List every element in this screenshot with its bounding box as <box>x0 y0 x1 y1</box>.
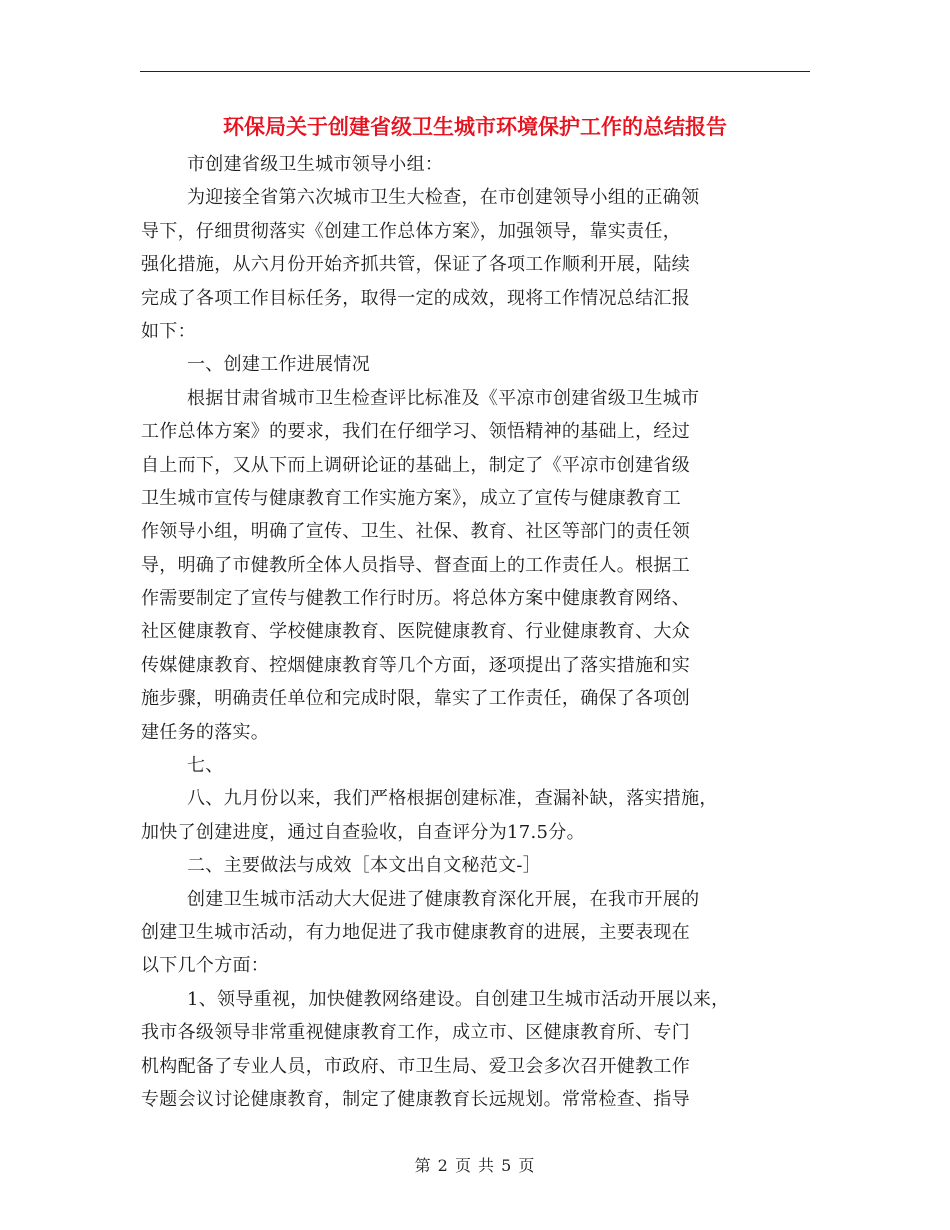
header-rule <box>140 71 810 72</box>
body-line: 专题会议讨论健康教育，制定了健康教育长远规划。常常检查、指导 <box>141 1088 690 1110</box>
body-line: 根据甘肃省城市卫生检查评比标准及《平凉市创建省级卫生城市 <box>187 387 700 409</box>
document-body <box>141 148 811 1116</box>
body-line: 一、创建工作进展情况 <box>187 354 370 376</box>
body-line: 卫生城市宣传与健康教育工作实施方案》，成立了宣传与健康教育工 <box>141 487 681 509</box>
body-line: 为迎接全省第六次城市卫生大检查，在市创建领导小组的正确领 <box>187 187 700 209</box>
body-line: 我市各级领导非常重视健康教育工作，成立市、区健康教育所、专门 <box>141 1022 690 1044</box>
body-line: 传媒健康教育、控烟健康教育等几个方面，逐项提出了落实措施和实 <box>141 654 690 676</box>
document-title: 环保局关于创建省级卫生城市环境保护工作的总结报告 <box>223 115 727 139</box>
body-line: 七、 <box>187 755 224 777</box>
body-line: 作领导小组，明确了宣传、卫生、社保、教育、社区等部门的责任领 <box>141 521 690 543</box>
body-line: 工作总体方案》的要求，我们在仔细学习、领悟精神的基础上，经过 <box>141 421 690 443</box>
body-line: 八、九月份以来，我们严格根据创建标准，查漏补缺，落实措施， <box>187 788 718 810</box>
body-line: 二、主要做法与成效［本文出自文秘范文-］ <box>187 855 542 877</box>
body-line: 强化措施，从六月份开始齐抓共管，保证了各项工作顺利开展，陆续 <box>141 254 690 276</box>
body-line: 建任务的落实。 <box>141 721 270 743</box>
body-line: 施步骤，明确责任单位和完成时限，靠实了工作责任，确保了各项创 <box>141 688 690 710</box>
body-line: 导，明确了市健教所全体人员指导、督查面上的工作责任人。根据工 <box>141 554 690 576</box>
body-line: 以下几个方面： <box>141 955 270 977</box>
body-line: 作需要制定了宣传与健教工作行时历。将总体方案中健康教育网络、 <box>141 588 690 610</box>
page-number: 第 2 页 共 5 页 <box>414 1156 536 1175</box>
body-line: 机构配备了专业人员，市政府、市卫生局、爱卫会多次召开健教工作 <box>141 1055 690 1077</box>
body-line: 创建卫生城市活动，有力地促进了我市健康教育的进展，主要表现在 <box>141 921 690 943</box>
body-line: 创建卫生城市活动大大促进了健康教育深化开展，在我市开展的 <box>187 888 700 910</box>
body-line: 市创建省级卫生城市领导小组： <box>187 154 444 175</box>
body-line: 完成了各项工作目标任务，取得一定的成效，现将工作情况总结汇报 <box>141 287 690 309</box>
body-line: 1、领导重视，加快健教网络建设。自创建卫生城市活动开展以来， <box>187 988 730 1010</box>
body-line: 如下： <box>141 320 196 342</box>
body-line: 加快了创建进度，通过自查验收，自查评分为17.5分。 <box>141 821 585 843</box>
body-line: 社区健康教育、学校健康教育、医院健康教育、行业健康教育、大众 <box>141 621 690 643</box>
body-line: 导下，仔细贯彻落实《创建工作总体方案》，加强领导，靠实责任， <box>141 220 681 242</box>
body-line: 自上而下，又从下而上调研论证的基础上，制定了《平凉市创建省级 <box>141 454 690 476</box>
